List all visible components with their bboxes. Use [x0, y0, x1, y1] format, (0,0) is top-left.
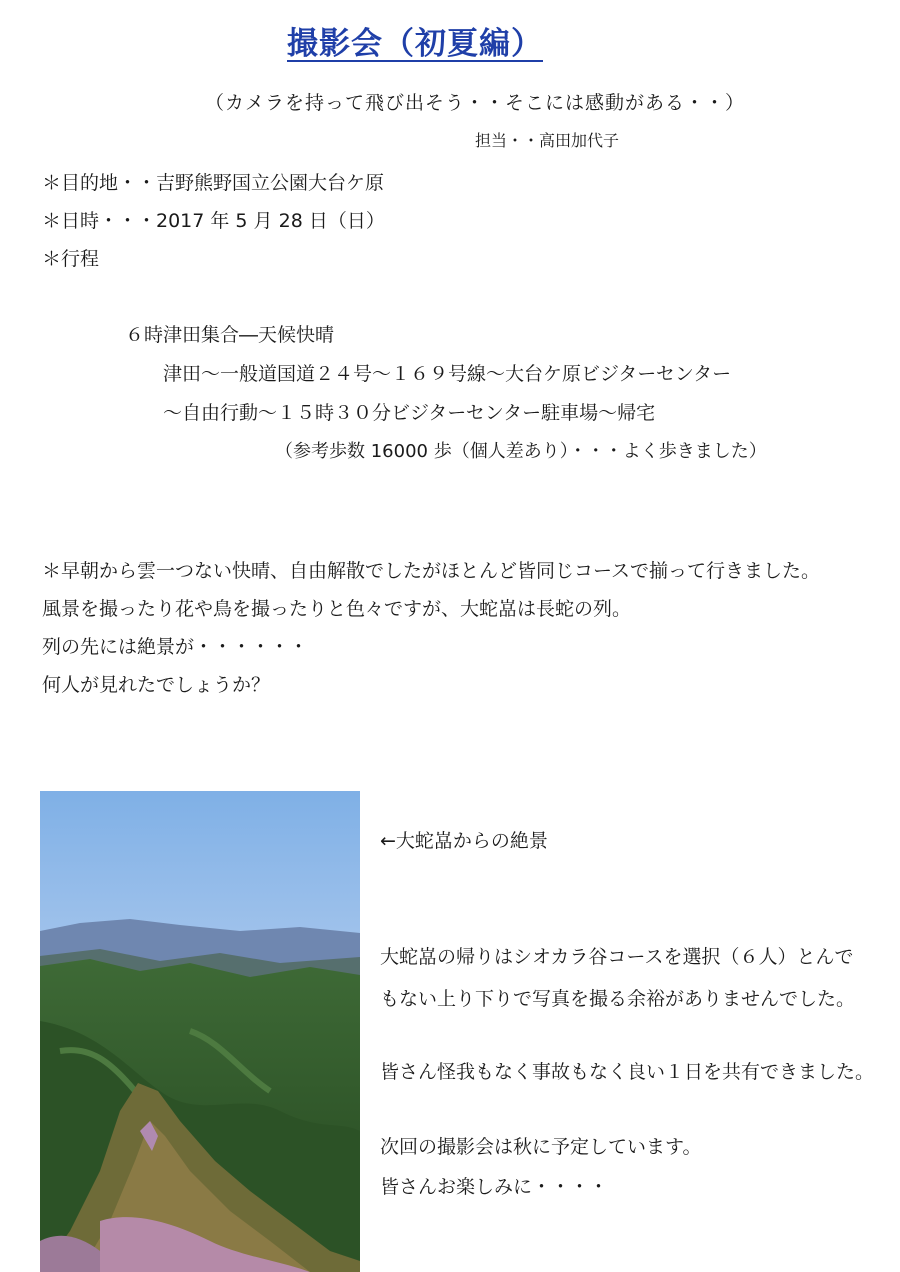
itinerary-line-4: （参考歩数 16000 歩（個人差あり）・・・よく歩きました）	[275, 441, 767, 462]
mountain-landscape-image	[40, 791, 360, 1272]
event-date: ＊日時・・・2017 年 5 月 28 日（日）	[42, 210, 385, 232]
mountain-photo	[40, 791, 360, 1272]
itinerary-line-2: 津田～一般道国道２４号～１６９号線～大台ケ原ビジターセンター	[163, 363, 732, 385]
page-subtitle: （カメラを持って飛び出そう・・そこには感動がある・・）	[205, 92, 746, 114]
itinerary-line-3: ～自由行動～１５時３０分ビジターセンター駐車場～帰宅	[163, 402, 656, 424]
report-line-3: 列の先には絶景が・・・・・・	[42, 636, 309, 658]
destination: ＊目的地・・吉野熊野国立公園大台ケ原	[42, 172, 385, 194]
paragraph-3-line-2: 皆さんお楽しみに・・・・	[380, 1176, 609, 1198]
author: 担当・・高田加代子	[475, 131, 620, 150]
page-title: 撮影会（初夏編）	[287, 26, 543, 62]
report-line-4: 何人が見れたでしょうか？	[42, 674, 271, 696]
paragraph-2: 皆さん怪我もなく事故もなく良い１日を共有できました。	[380, 1061, 875, 1083]
paragraph-1-line-2: もない上り下りで写真を撮る余裕がありませんでした。	[380, 988, 856, 1010]
paragraph-3-line-1: 次回の撮影会は秋に予定しています。	[380, 1136, 702, 1158]
report-line-2: 風景を撮ったり花や鳥を撮ったりと色々ですが、大蛇嵓は長蛇の列。	[42, 598, 632, 620]
report-line-1: ＊早朝から雲一つない快晴、自由解散でしたがほとんど皆同じコースで揃って行きました。	[42, 560, 821, 582]
photo-caption: ←大蛇嵓からの絶景	[380, 830, 548, 852]
paragraph-1-line-1: 大蛇嵓の帰りはシオカラ谷コースを選択（６人）とんで	[380, 946, 854, 968]
itinerary-line-1: ６時津田集合―天候快晴	[125, 324, 335, 346]
itinerary-label: ＊行程	[42, 248, 100, 270]
